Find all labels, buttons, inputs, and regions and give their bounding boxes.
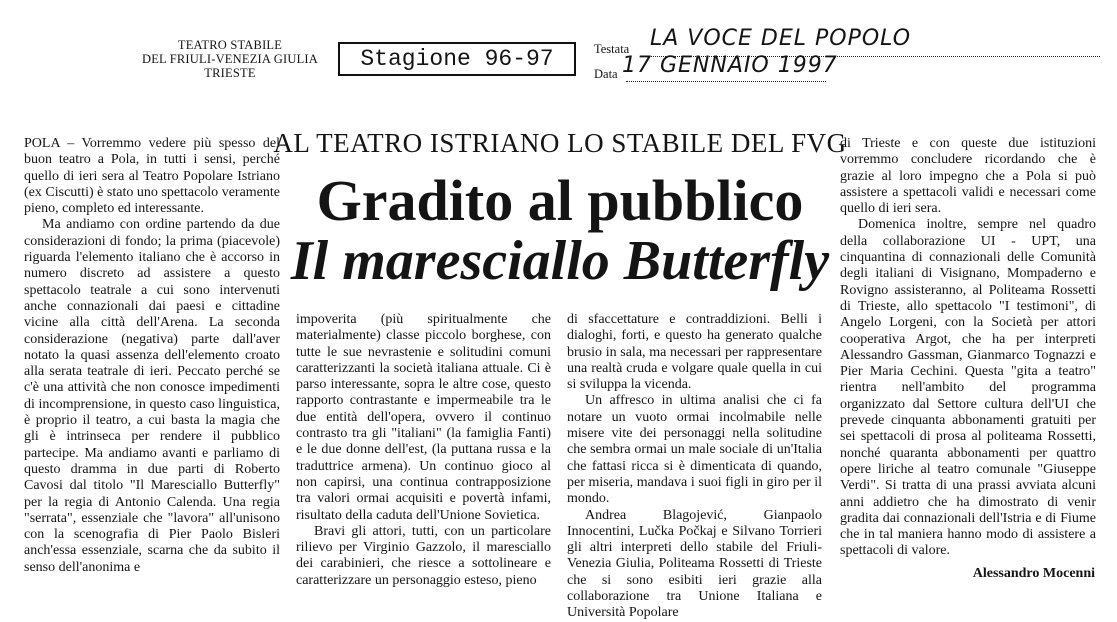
article-column-2 xyxy=(296,312,551,589)
col1-paragraph-1: POLA – Vorremmo vedere più spesso del buon teatro a Pola, in tutti i sensi, perché quello di ieri sera al Teatro Popolare Istriano (ex Ciscutti) è stato uno spettacolo veramente pieno, completo ed interessante. xyxy=(24,136,280,217)
col2-paragraph-2: Bravi gli attori, tutti, con un particolare rilievo per Virginio Gazzolo, il maresciallo dei carabinieri, che riesce a sottolineare e caratterizzare un personaggio esteso, pieno xyxy=(296,523,551,588)
article-byline: Alessandro Mocenni xyxy=(972,566,1095,581)
article-headline: Gradito al pubblico xyxy=(316,168,804,233)
testata-handwritten: LA VOCE DEL POPOLO xyxy=(650,26,912,51)
article-subhead: Il maresciallo Butterfly xyxy=(290,230,830,292)
theatre-line-2: DEL FRIULI-VENEZIA GIULIA xyxy=(141,52,319,66)
article-column-1 xyxy=(24,136,280,576)
theatre-line-1: TEATRO STABILE xyxy=(177,38,283,52)
date-handwritten: 17 GENNAIO 1997 xyxy=(622,53,838,78)
col3-paragraph-3: Andrea Blagojević, Gianpaolo Innocentini, Lučka Počkaj e Silvano Torrieri gli altri interpreti dello stabile del Friuli-Venezia Giulia, Politeama Rossetti di Trieste che si sono esibiti ieri grazie alla collaborazione tra Unione Italiana e Università Popolare xyxy=(567,507,822,621)
col1-paragraph-2: Ma andiamo con ordine partendo da due considerazioni di fondo; la prima (piacevole) riguarda l'elemento italiano che è accorso in numero discreto ad assistere a questo spettacolo teatrale a cui sono intervenuti anche connazionali dai paesi e cittadine vicine alla città dell'Arena. La seconda considerazione (negativa) parte dall'aver notato la quasi assenza dell'elemento croato alla serata teatrale di ieri. Peccato perché se c'è una attività che non conosce impedimenti di incomprensione, in questo caso linguistica, è proprio il teatro, a cui basta la magia che gli è intrinseca per rendere il pubblico partecipe. Ma andiamo avanti e parliamo di questo dramma in due parti di Roberto Cavosi dal titolo "Il Maresciallo Butterfly" per la regia di Antonio Calenda. Una regia "serrata", essenziale che "lavora" all'unisono con la scenografia di Pier Paolo Bisleri anch'essa essenziale, scarna che da subito il senso dell'anonima e xyxy=(24,217,280,575)
col4-paragraph-2: Domenica inoltre, sempre nel quadro della collaborazione UI - UPT, una cinquantina di connazionali delle Comunità degli italiani di Visignano, Mompaderno e Rovigno assisteranno, al Politeama Rossetti di Trieste, allo spettacolo "I testimoni", di Angelo Lorgeni, con la Società per attori cooperativa Argot, che ha per interpreti Alessandro Gassman, Gianmarco Tognazzi e Pier Maria Cechini. Questa "gita a teatro" rientra nell'ambito del programma organizzato dal Settore cultura dell'UI che prevede cinquanta abbonamenti gratuiti per sei spettacoli di prosa al politeama Rossetti, nonché quaranta abbonamenti per quattro opere liriche al teatro comunale "Giuseppe Verdi". Si tratta di una prassi avviata alcuni anni addietro che ha dimostrato di venir gradita dai connazionali dell'Istria e di Fiume che in tal maniera hanno modo di assistere a spettacoli di valore. xyxy=(840,217,1096,559)
article-column-4 xyxy=(840,136,1096,560)
col2-paragraph-1: impoverita (più spiritualmente che materialmente) classe piccolo borghese, con tutte le sue nevrastenie e solitudini comuni caratterizzanti la società italiana attuale. Ci è parso interessante, sopra le altre cose, questo rapporto contrastante e impermeabile tra le due entità dell'opera, ovvero il continuo contrasto tra gli "italiani" (la famiglia Fanti) e le due donne dell'est, (la puttana russa e la traduttrice armena). Un continuo gioco al non capirsi, una continua contrapposizione tra valori ormai acquisiti e povertà infami, risultato della caduta dell'Unione Sovietica. xyxy=(296,312,551,523)
testata-label: Testata xyxy=(594,42,630,56)
col3-paragraph-1: di sfaccettature e contraddizioni. Belli i dialoghi, forti, e questo ha generato qualche brusio in sala, ma necessari per rappresentare una realtà cruda e volgare quale quella in cui si sviluppa la vicenda. xyxy=(567,312,822,393)
article-kicker: AL TEATRO ISTRIANO LO STABILE DEL FVG xyxy=(273,128,847,158)
col3-paragraph-2: Un affresco in ultima analisi che ci fa notare un vuoto ormai incolmabile nelle misere vite dei personaggi nella solitudine che sembra ormai un male sociale di un'Italia che fattasi ricca si è dimenticata di quando, per miseria, mandava i suoi figli in giro per il mondo. xyxy=(567,393,822,507)
col4-paragraph-1: di Trieste e con queste due istituzioni vorremmo concludere ricordando che è grazie al loro impegno che a Pola si può assistere a spettacoli validi e necessari come quello di ieri sera. xyxy=(840,136,1096,217)
theatre-line-3: TRIESTE xyxy=(204,66,256,80)
data-label: Data xyxy=(594,67,618,81)
theatre-name-block xyxy=(120,38,340,80)
season-stamp: Stagione 96-97 xyxy=(338,42,576,76)
article-column-3 xyxy=(567,312,822,622)
